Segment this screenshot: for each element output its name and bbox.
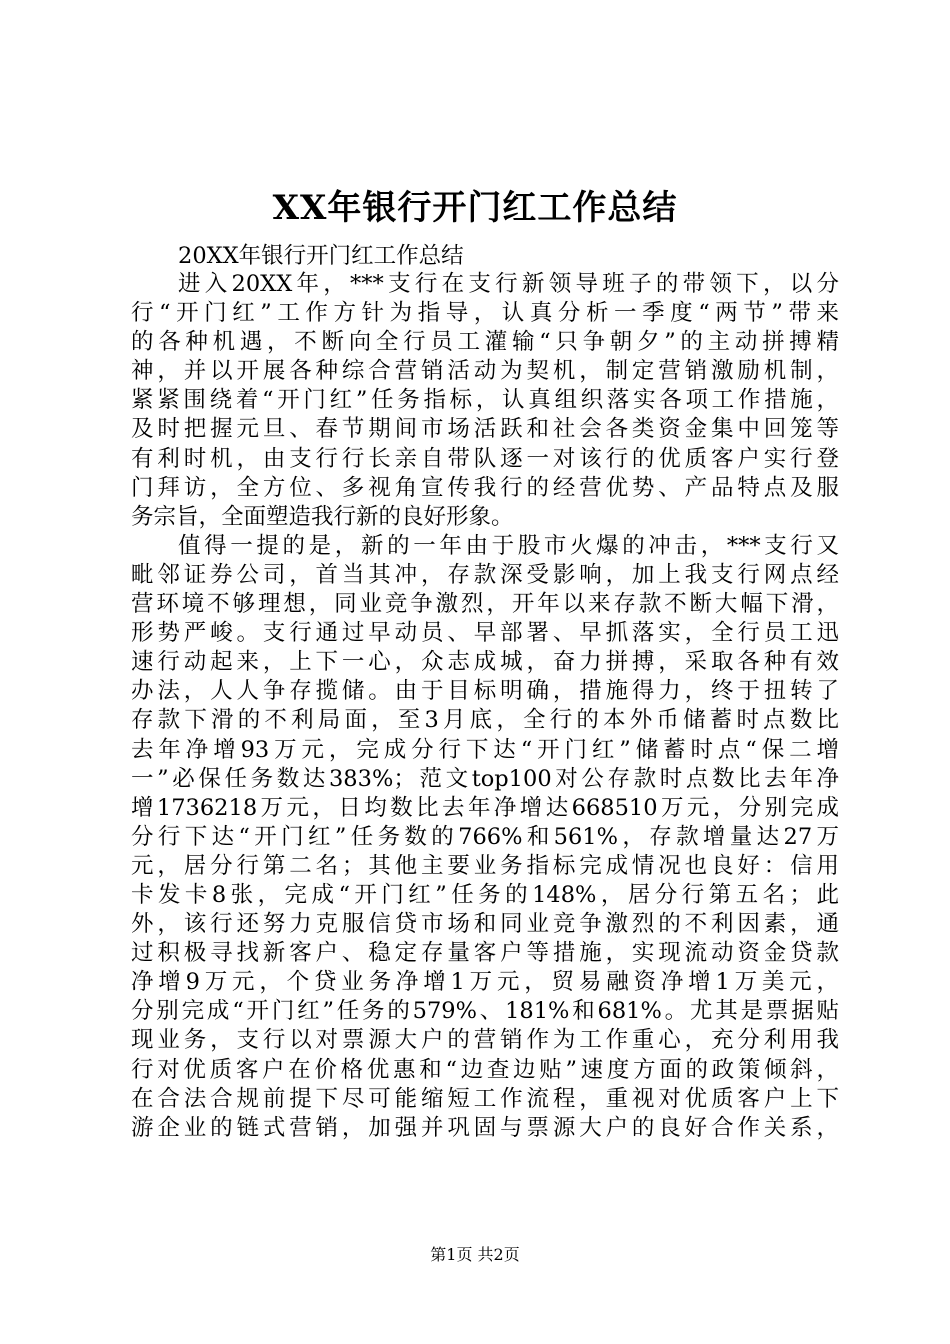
paragraph-line: 存款下滑的不利局面，至3月底，全行的本外币储蓄时点数比 — [131, 707, 839, 734]
paragraph-line: 行对优质客户在价格优惠和“边查边贴”速度方面的政策倾斜， — [131, 1056, 839, 1083]
paragraph-line: 形势严峻。支行通过早动员、早部署、早抓落实，全行员工迅 — [131, 620, 839, 647]
page-footer: 第1页 共2页 — [430, 1245, 520, 1264]
paragraph-line: 门拜访，全方位、多视角宣传我行的经营优势、产品特点及服 — [131, 474, 839, 501]
paragraph-line: 过积极寻找新客户、稳定存量客户等措施，实现流动资金贷款 — [131, 940, 839, 967]
paragraph-line: 速行动起来，上下一心，众志成城，奋力拼搏，采取各种有效 — [131, 649, 839, 676]
paragraph-line: 游企业的链式营销，加强并巩固与票源大户的良好合作关系， — [131, 1114, 839, 1141]
paragraph-line: 外，该行还努力克服信贷市场和同业竞争激烈的不利因素，通 — [131, 911, 839, 938]
paragraph-line: 增1736218万元，日均数比去年净增达668510万元，分别完成 — [131, 794, 839, 821]
document-subtitle: 20XX年银行开门红工作总结 — [178, 243, 464, 269]
paragraph-line: 紧紧围绕着“开门红”任务指标，认真组织落实各项工作措施， — [131, 387, 839, 414]
paragraph-line: 在合法合规前提下尽可能缩短工作流程，重视对优质客户上下 — [131, 1085, 839, 1112]
paragraph-line: 净增9万元，个贷业务净增1万元，贸易融资净增1万美元， — [131, 969, 839, 996]
paragraph-line: 一”必保任务数达383%；范文top100对公存款时点数比去年净 — [131, 765, 839, 792]
document-title: XX年银行开门红工作总结 — [272, 188, 678, 228]
document-body — [131, 270, 839, 1143]
paragraph-1 — [131, 270, 839, 532]
paragraph-line: 毗邻证券公司，首当其冲，存款深受影响，加上我支行网点经 — [131, 561, 839, 588]
paragraph-2 — [131, 532, 839, 1143]
paragraph-line: 进入20XX年，***支行在支行新领导班子的带领下，以分 — [178, 271, 839, 297]
paragraph-line: 营环境不够理想，同业竞争激烈，开年以来存款不断大幅下滑， — [131, 591, 839, 618]
paragraph-line: 务宗旨，全面塑造我行新的良好形象。 — [131, 503, 514, 530]
paragraph-line: 有利时机，由支行行长亲自带队逐一对该行的优质客户实行登 — [131, 445, 839, 472]
paragraph-line: 分行下达“开门红”任务数的766%和561%，存款增量达27万 — [131, 823, 839, 850]
paragraph-line: 及时把握元旦、春节期间市场活跃和社会各类资金集中回笼等 — [131, 416, 839, 443]
paragraph-line: 去年净增93万元，完成分行下达“开门红”储蓄时点“保二增 — [131, 736, 839, 763]
paragraph-line: 行“开门红”工作方针为指导，认真分析一季度“两节”带来 — [131, 300, 839, 327]
paragraph-line: 分别完成“开门红”任务的579%、181%和681%。尤其是票据贴 — [131, 998, 839, 1025]
paragraph-line: 卡发卡8张，完成“开门红”任务的148%，居分行第五名；此 — [131, 881, 839, 908]
paragraph-line: 值得一提的是，新的一年由于股市火爆的冲击，***支行又 — [178, 532, 839, 559]
paragraph-line: 神，并以开展各种综合营销活动为契机，制定营销激励机制， — [131, 358, 839, 385]
paragraph-line: 办法，人人争存揽储。由于目标明确，措施得力，终于扭转了 — [131, 678, 839, 705]
paragraph-line: 元，居分行第二名；其他主要业务指标完成情况也良好：信用 — [131, 852, 839, 879]
paragraph-line: 的各种机遇，不断向全行员工灌输“只争朝夕”的主动拼搏精 — [131, 329, 839, 356]
paragraph-line: 现业务，支行以对票源大户的营销作为工作重心，充分利用我 — [131, 1027, 839, 1054]
